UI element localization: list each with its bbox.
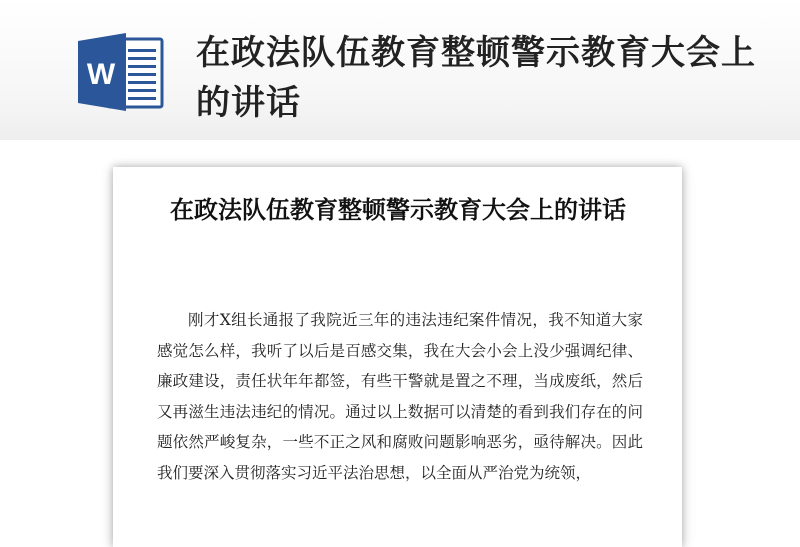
document-title: 在政法队伍教育整顿警示教育大会上的讲话 [170, 195, 626, 224]
word-icon-letter: W [86, 58, 116, 91]
header-title: 在政法队伍教育整顿警示教育大会上的讲话 [196, 33, 756, 123]
word-document-icon [78, 31, 164, 113]
document-page [113, 167, 682, 547]
document-body-paragraph: 刚才X组长通报了我院近三年的违法违纪案件情况，我不知道大家感觉怎么样，我听了以后是百感交集，我在大会小会上没少强调纪律、廉政建设，责任状年年都签，有些干警就是置之不理，当成废纸，然后又再滋生违法违纪的情况。通过以上数据可以清楚的看到我们存在的问题依然严峻复杂，一些不正之风和腐败问题影响恶劣，亟待解决。因此我们要深入贯彻落实习近平法治思想，以全面从严治党为统领， [157, 311, 643, 482]
